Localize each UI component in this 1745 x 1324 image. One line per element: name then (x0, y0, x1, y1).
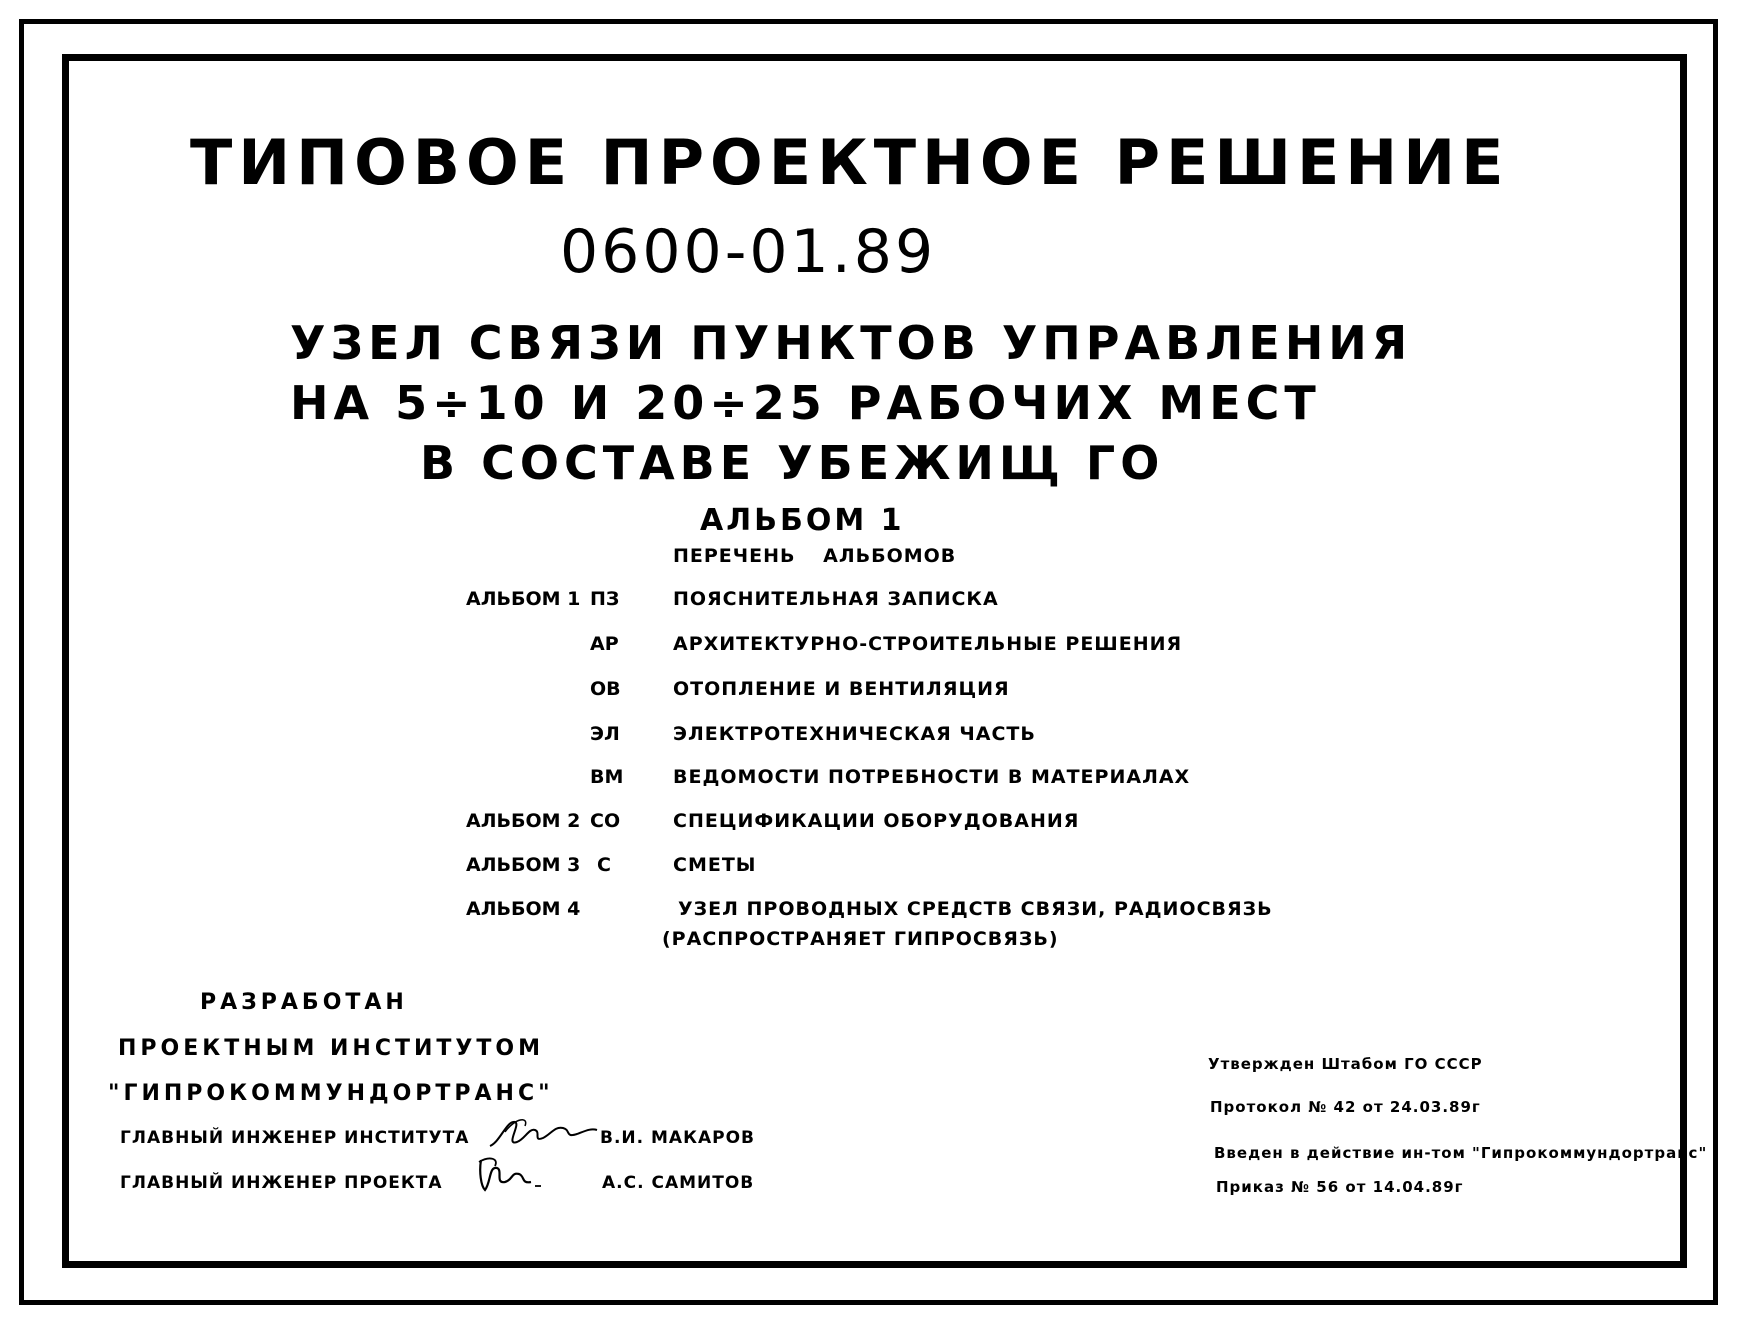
approval-line-4: Приказ № 56 от 14.04.89г (1216, 1178, 1464, 1196)
album-list-code: СО (590, 810, 621, 832)
subtitle-line-2: НА 5÷10 И 20÷25 РАБОЧИХ МЕСТ (290, 376, 1321, 430)
album-list-text: СМЕТЫ (673, 854, 757, 876)
signature-makarov (485, 1112, 600, 1154)
album-list-album: АЛЬБОМ 3 (466, 854, 581, 876)
album-list-album: АЛЬБОМ 2 (466, 810, 581, 832)
approval-line-2: Протокол № 42 от 24.03.89г (1210, 1098, 1481, 1116)
album-list-text: ОТОПЛЕНИЕ И ВЕНТИЛЯЦИЯ (673, 678, 1010, 700)
album-list-text: СПЕЦИФИКАЦИИ ОБОРУДОВАНИЯ (673, 810, 1080, 832)
album-list-code: ПЗ (590, 588, 620, 610)
album-list-text: АРХИТЕКТУРНО-СТРОИТЕЛЬНЫЕ РЕШЕНИЯ (673, 633, 1183, 655)
album-4-note: (РАСПРОСТРАНЯЕТ ГИПРОСВЯЗЬ) (662, 928, 1059, 950)
document-title: ТИПОВОЕ ПРОЕКТНОЕ РЕШЕНИЕ (190, 126, 1510, 199)
album-list-album: АЛЬБОМ 1 (466, 588, 581, 610)
developer-line-1: РАЗРАБОТАН (200, 990, 408, 1015)
album-list-code: ОВ (590, 678, 621, 700)
approval-line-3: Введен в действие ин-том "Гипрокоммундортранс" (1214, 1144, 1708, 1162)
album-list-text: ПОЯСНИТЕЛЬНАЯ ЗАПИСКА (673, 588, 999, 610)
album-list-title: ПЕРЕЧЕНЬ АЛЬБОМОВ (673, 545, 957, 567)
approval-line-1: Утвержден Штабом ГО СССР (1208, 1055, 1483, 1073)
subtitle-line-3: В СОСТАВЕ УБЕЖИЩ ГО (420, 436, 1165, 490)
album-list-album: АЛЬБОМ 4 (466, 898, 581, 920)
signature-name: А.С. САМИТОВ (602, 1173, 755, 1193)
document-code: 0600-01.89 (560, 217, 937, 287)
signature-role: ГЛАВНЫЙ ИНЖЕНЕР ПРОЕКТА (120, 1173, 443, 1193)
album-list-text: ВЕДОМОСТИ ПОТРЕБНОСТИ В МАТЕРИАЛАХ (673, 766, 1191, 788)
album-list-code: АР (590, 633, 619, 655)
album-list-code: ВМ (590, 766, 624, 788)
developer-line-2: ПРОЕКТНЫМ ИНСТИТУТОМ (118, 1036, 544, 1061)
subtitle-line-1: УЗЕЛ СВЯЗИ ПУНКТОВ УПРАВЛЕНИЯ (290, 316, 1413, 370)
album-list-code: С (597, 854, 611, 876)
signature-samitov (475, 1152, 545, 1196)
developer-line-3: "ГИПРОКОММУНДОРТРАНС" (108, 1081, 554, 1106)
album-list-text: УЗЕЛ ПРОВОДНЫХ СРЕДСТВ СВЯЗИ, РАДИОСВЯЗЬ (678, 898, 1273, 920)
signature-name: В.И. МАКАРОВ (600, 1128, 756, 1148)
album-list-code: ЭЛ (590, 723, 620, 745)
signature-role: ГЛАВНЫЙ ИНЖЕНЕР ИНСТИТУТА (120, 1128, 470, 1148)
album-heading: АЛЬБОМ 1 (700, 503, 905, 538)
album-list-text: ЭЛЕКТРОТЕХНИЧЕСКАЯ ЧАСТЬ (673, 723, 1036, 745)
